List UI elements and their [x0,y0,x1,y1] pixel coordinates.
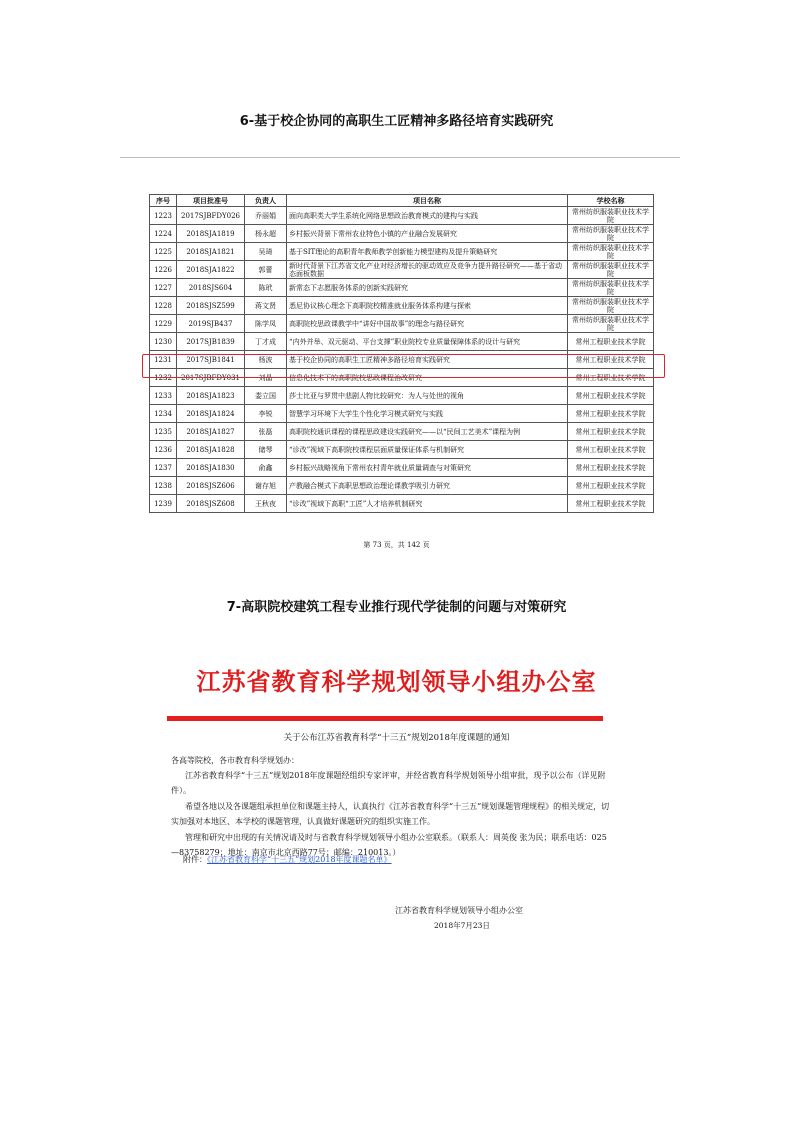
cell-project-name: 乡村振兴战略视角下常州农村青年就业质量调查与对策研究 [287,459,568,477]
cell-leader: 陈玳 [245,279,287,297]
table-row [150,315,654,333]
notice-salutation: 各高等院校，各市教育科学规划办： [171,756,299,765]
cell-school: 常州纺织服装职业技术学院 [568,261,654,279]
table-row [150,297,654,315]
cell-approval-no: 2018SJA1830 [177,459,245,477]
table-row [150,243,654,261]
cell-project-name: 智慧学习环境下大学生个性化学习模式研究与实践 [287,405,568,423]
cell-project-name: 高职院校通识课程的课程思政建设实践研究——以“民间工艺美术”课程为例 [287,423,568,441]
cell-project-name: “诊改”视域下高职“工匠”人才培养机制研究 [287,495,568,513]
cell-index: 1237 [150,459,177,477]
cell-approval-no: 2017SJB1841 [177,351,245,369]
col-header-school: 学校名称 [568,195,654,207]
notice-paragraph-2: 希望各地以及各课题组承担单位和课题主持人，认真执行《江苏省教育科学“十三五”规划课题管理规程》的相关规定，切实加强对本地区、本学校的课题管理，认真做好课题研究的组织实施工作。 [171,802,610,826]
cell-project-name: 基于校企协同的高职生工匠精神多路径培育实践研究 [287,351,568,369]
cell-approval-no: 2018SJS604 [177,279,245,297]
cell-project-name: 基于SIT理论的高职青年教师教学创新能力模型建构及提升策略研究 [287,243,568,261]
cell-project-name: 面向高职类大学生系统化网络思想政治教育模式的建构与实践 [287,207,568,225]
cell-school: 常州工程职业技术学院 [568,477,654,495]
cell-leader: 谢存旭 [245,477,287,495]
cell-leader: 乔丽娟 [245,207,287,225]
cell-index: 1232 [150,369,177,387]
cell-school: 常州工程职业技术学院 [568,405,654,423]
cell-approval-no: 2018SJA1823 [177,387,245,405]
col-header-project-name: 项目名称 [287,195,568,207]
table-header-row [150,195,654,207]
cell-leader: 储琴 [245,441,287,459]
cell-leader: 刘晶 [245,369,287,387]
cell-approval-no: 2018SJA1827 [177,423,245,441]
notice-title: 关于公布江苏省教育科学“十三五”规划2018年度课题的通知 [283,733,510,743]
cell-leader: 吴琦 [245,243,287,261]
cell-project-name: 新时代背景下江苏省文化产业对经济增长的驱动效应及竞争力提升路径研究——基于省动态面板数据 [287,261,568,279]
cell-leader: 陈学凤 [245,315,287,333]
table-row [150,387,654,405]
cell-approval-no: 2018SJA1821 [177,243,245,261]
cell-school: 常州工程职业技术学院 [568,495,654,513]
cell-index: 1235 [150,423,177,441]
cell-school: 常州工程职业技术学院 [568,387,654,405]
table-row [150,441,654,459]
cell-project-name: 莎士比亚与罗贯中悲剧人物比较研究：为人与处世的视角 [287,387,568,405]
cell-index: 1227 [150,279,177,297]
cell-leader: 王秋夜 [245,495,287,513]
cell-school: 常州工程职业技术学院 [568,369,654,387]
notice-paragraph-1: 江苏省教育科学“十三五”规划2018年度课题经组织专家评审，并经省教育科学规划领导小组审批，现予以公布（详见附件）。 [171,771,606,795]
cell-approval-no: 2018SJA1822 [177,261,245,279]
cell-school: 常州纺织服装职业技术学院 [568,225,654,243]
cell-leader: 杨波 [245,351,287,369]
cell-approval-no: 2018SJSZ599 [177,297,245,315]
attachment-label: 附件： [183,855,207,864]
cell-index: 1224 [150,225,177,243]
table-row [150,279,654,297]
cell-school: 常州纺织服装职业技术学院 [568,297,654,315]
cell-index: 1229 [150,315,177,333]
cell-approval-no: 2018SJA1819 [177,225,245,243]
cell-leader: 张磊 [245,423,287,441]
org-heading: 江苏省教育科学规划领导小组办公室 [196,668,597,696]
cell-school: 常州工程职业技术学院 [568,423,654,441]
cell-index: 1228 [150,297,177,315]
signature-org: 江苏省教育科学规划领导小组办公室 [395,906,523,915]
cell-index: 1231 [150,351,177,369]
table-row [150,333,654,351]
cell-project-name: 悉尼协议核心理念下高职院校精准就业服务体系构建与探索 [287,297,568,315]
cell-approval-no: 2018SJA1828 [177,441,245,459]
cell-index: 1225 [150,243,177,261]
divider [120,157,680,158]
cell-project-name: “诊改”视域下高职院校课程层面质量保证体系与机制研究 [287,441,568,459]
cell-project-name: 信息化技术下的高职院校思政课程治改研究 [287,369,568,387]
cell-school: 常州工程职业技术学院 [568,351,654,369]
cell-index: 1236 [150,441,177,459]
table-row [150,459,654,477]
cell-project-name: 新常态下志愿服务体系的创新实践研究 [287,279,568,297]
notice-paragraph-3: 管理和研究中出现的有关情况请及时与省教育科学规划领导小组办公室联系。（联系人：周英俊 张为民；联系电话：025—83758279；地址：南京市北京西路77号；邮编：210013。） [171,833,607,857]
cell-approval-no: 2017SJBFDY026 [177,207,245,225]
cell-school: 常州纺织服装职业技术学院 [568,207,654,225]
col-header-approval-no: 项目批准号 [177,195,245,207]
table-row [150,477,654,495]
cell-approval-no: 2017SJBFDY031 [177,369,245,387]
red-divider [167,716,603,721]
cell-index: 1234 [150,405,177,423]
cell-leader: 俞鑫 [245,459,287,477]
cell-leader: 蒋文贤 [245,297,287,315]
cell-index: 1233 [150,387,177,405]
cell-project-name: 产教融合模式下高职思想政治理论课教学吸引力研究 [287,477,568,495]
cell-index: 1230 [150,333,177,351]
cell-school: 常州工程职业技术学院 [568,459,654,477]
cell-approval-no: 2018SJSZ608 [177,495,245,513]
cell-approval-no: 2018SJSZ606 [177,477,245,495]
cell-approval-no: 2017SJB1839 [177,333,245,351]
section-7-title: 7-高职院校建筑工程专业推行现代学徒制的问题与对策研究 [226,600,567,615]
cell-school: 常州工程职业技术学院 [568,441,654,459]
highlight-box [142,354,665,378]
cell-school: 常州工程职业技术学院 [568,333,654,351]
cell-project-name: “内外并举、双元驱动、平台支撑”职业院校专业质量保障体系的设计与研究 [287,333,568,351]
attachment-link[interactable]: 《江苏省教育科学“十三五”规划2018年度课题名单》 [207,855,392,864]
section-6-title: 6-基于校企协同的高职生工匠精神多路径培育实践研究 [239,114,554,129]
cell-school: 常州纺织服装职业技术学院 [568,243,654,261]
cell-leader: 娄立国 [245,387,287,405]
col-header-leader: 负责人 [245,195,287,207]
cell-project-name: 高职院校思政课教学中“讲好中国故事”的理念与路径研究 [287,315,568,333]
cell-leader: 郭蕾 [245,261,287,279]
cell-index: 1239 [150,495,177,513]
cell-school: 常州纺织服装职业技术学院 [568,279,654,297]
table-row [150,495,654,513]
cell-leader: 李锐 [245,405,287,423]
cell-project-name: 乡村振兴背景下常州农业特色小镇的产业融合发展研究 [287,225,568,243]
table-row [150,261,654,279]
table-row [150,225,654,243]
cell-leader: 杨永超 [245,225,287,243]
signature-date: 2018年7月23日 [434,921,490,930]
cell-approval-no: 2019SJB437 [177,315,245,333]
table-row [150,207,654,225]
col-header-index: 序号 [150,195,177,207]
attachment-line [183,852,392,867]
cell-approval-no: 2018SJA1824 [177,405,245,423]
table-row [150,405,654,423]
cell-school: 常州纺织服装职业技术学院 [568,315,654,333]
cell-leader: 丁才成 [245,333,287,351]
table-row [150,423,654,441]
cell-index: 1226 [150,261,177,279]
cell-index: 1238 [150,477,177,495]
cell-index: 1223 [150,207,177,225]
page-indicator: 第 73 页，共 142 页 [363,541,430,549]
